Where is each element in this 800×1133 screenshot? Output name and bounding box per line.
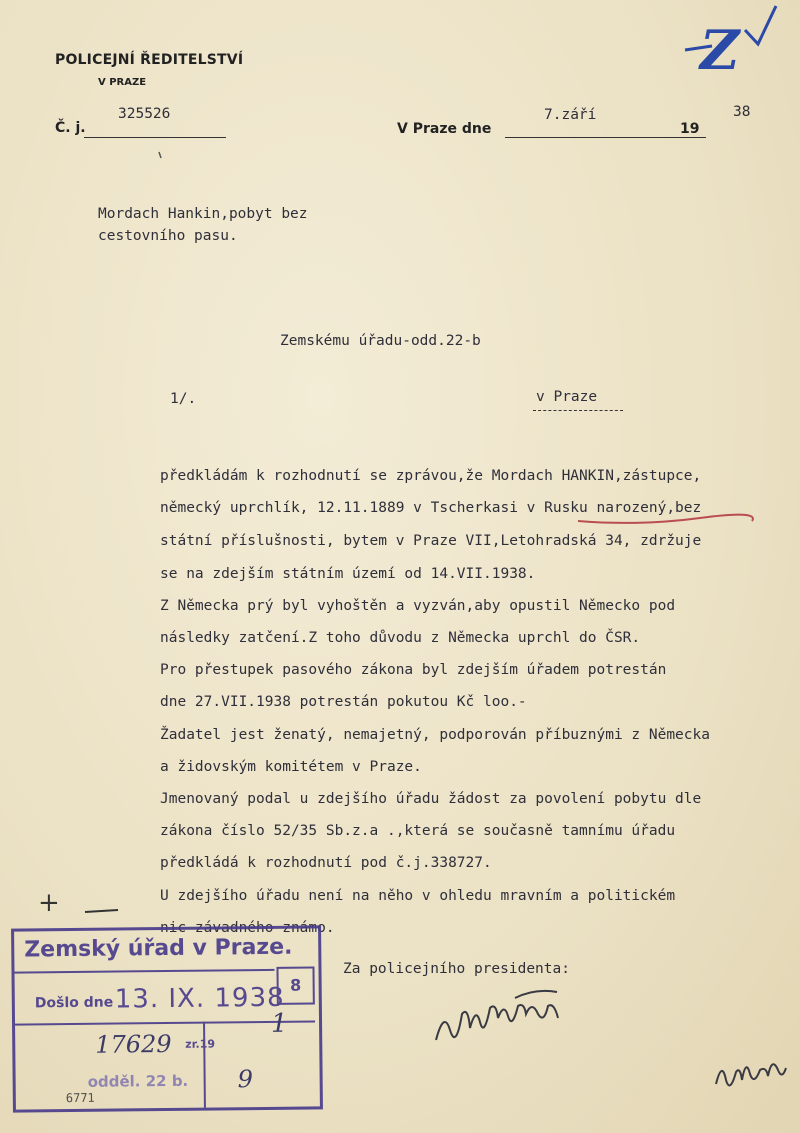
stamp-handwritten-1: 1	[270, 1008, 288, 1039]
body-line: předkládá k rozhodnutí pod č.j.338727.	[160, 855, 492, 871]
body-line: následky zatčení.Z toho důvodu z Německa uprchl do ČSR.	[160, 630, 641, 646]
addressee-place: v Praze	[536, 389, 598, 405]
addressee-office: Zemskému úřadu-odd.22-b	[280, 333, 481, 349]
subject-line-2: cestovního pasu.	[98, 228, 238, 244]
body-line: U zdejšího úřadu není na něho v ohledu mravním a politickém	[160, 888, 676, 904]
date-day: 7.září	[544, 107, 597, 123]
letterhead-organization: POLICEJNÍ ŘEDITELSTVÍ	[55, 52, 244, 68]
year-prefix: 19	[680, 121, 700, 137]
stamp-box-number: 8	[276, 966, 314, 1004]
body-line: a židovským komitétem v Praze.	[160, 759, 422, 775]
blue-check-mark	[745, 6, 776, 44]
body-line: se na zdejším státním území od 14.VII.1938.	[160, 566, 536, 582]
body-line: nic závadného známo.	[160, 920, 335, 936]
body-line: Pro přestupek pasového zákona byl zdejším úřadem potrestán	[160, 662, 667, 678]
stamp-title: Zemský úřad v Praze.	[24, 934, 293, 963]
subject-line-1: Mordach Hankin,pobyt bez	[98, 206, 308, 222]
body-line: Jmenovaný podal u zdejšího úřadu žádost za povolení pobytu dle	[160, 791, 702, 807]
reference-label: Č. j.	[55, 120, 86, 136]
body-line: státní příslušnosti, bytem v Praze VII,Letohradská 34, zdržuje	[160, 533, 702, 549]
pencil-tick	[159, 152, 161, 158]
blue-dash-mark	[685, 46, 712, 50]
addressee-number: 1/.	[170, 391, 197, 407]
stamp-reference-suffix: zr.19	[185, 1037, 216, 1051]
stamp-department: odděl. 22 b.	[87, 1071, 189, 1091]
signature-stroke	[515, 991, 557, 998]
margin-plus-mark: +	[38, 888, 60, 918]
blue-pencil-mark: Z	[700, 18, 740, 82]
body-line: Z Německa prý byl vyhoštěn a vyzván,aby opustil Německo pod	[160, 598, 676, 614]
stamp-reference-number: 17629	[95, 1029, 172, 1059]
signature	[436, 1005, 558, 1040]
reference-number: 325526	[118, 106, 171, 122]
stamp-received-date: 13. IX. 1938	[114, 982, 285, 1015]
stamp-handwritten-9: 9	[237, 1065, 254, 1094]
body-line: dne 27.VII.1938 potrestán pokutou Kč loo.-	[160, 694, 527, 710]
year-suffix: 38	[733, 104, 751, 120]
letterhead-city: V PRAZE	[98, 77, 147, 88]
body-line: Žadatel jest ženatý, nemajetný, podporován příbuznými z Německa	[160, 727, 710, 743]
date-label: V Praze dne	[397, 121, 492, 137]
stamp-mark: 6771	[65, 1090, 95, 1106]
body-line: zákona číslo 52/35 Sb.z.a .,která se současně tamnímu úřadu	[160, 823, 676, 839]
stamp-received-label: Došlo dne	[34, 994, 114, 1012]
initials	[716, 1064, 786, 1085]
closing-line: Za policejního presidenta:	[343, 961, 570, 977]
body-line: německý uprchlík, 12.11.1889 v Tscherkasi v Rusku narozený,bez	[160, 500, 702, 516]
body-line: předkládám k rozhodnutí se zprávou,že Mordach HANKIN,zástupce,	[160, 468, 702, 484]
margin-dash	[85, 910, 118, 912]
red-underline	[578, 515, 753, 523]
